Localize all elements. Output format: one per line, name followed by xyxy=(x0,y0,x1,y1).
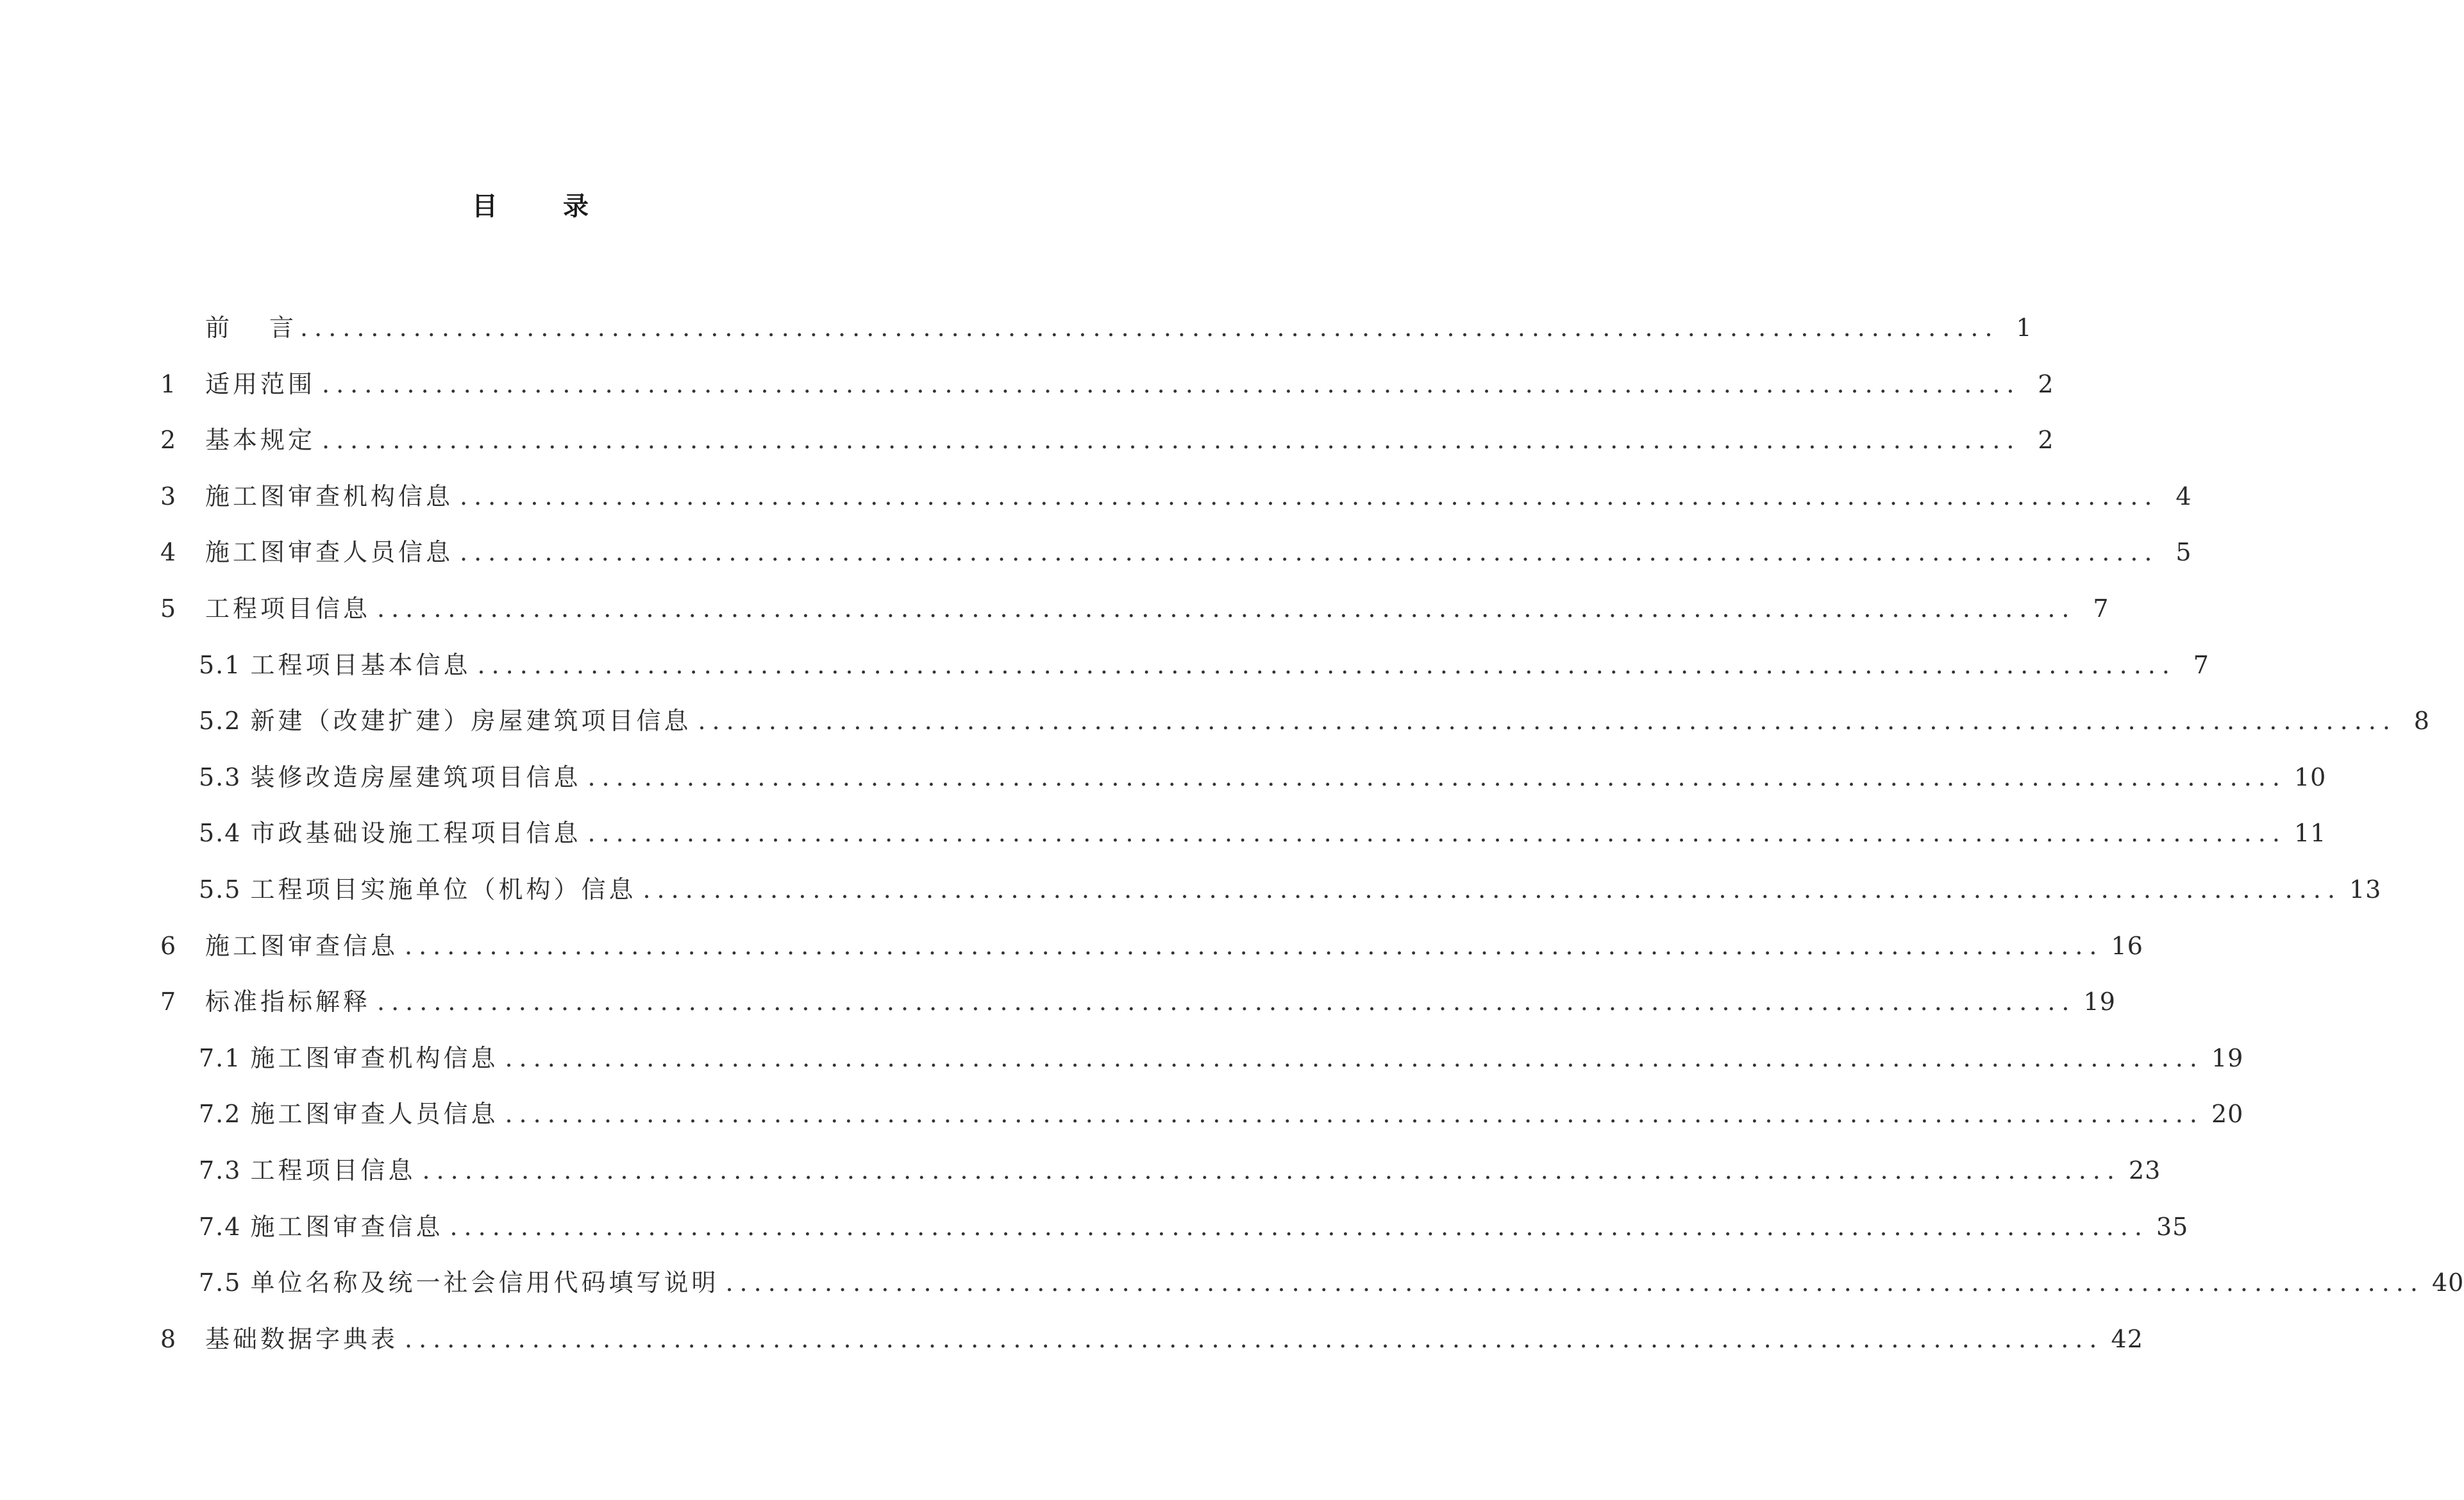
toc-entry-label: 施工图审查机构信息 xyxy=(205,482,454,510)
dot-leader: ........................................................................................................................ xyxy=(449,1212,2149,1241)
toc-entry-number: 3 xyxy=(160,482,178,510)
toc-entry[interactable] xyxy=(160,693,2430,750)
toc-entry[interactable] xyxy=(160,750,2327,806)
toc-entry-label: 施工图审查人员信息 xyxy=(205,538,454,567)
toc-entry[interactable] xyxy=(160,637,2209,694)
toc-entry-page-number: 7 xyxy=(2193,650,2209,679)
toc-entry-page-number: 23 xyxy=(2128,1156,2161,1184)
toc-entry-number: 8 xyxy=(160,1324,178,1353)
toc-entry-number: 5.2 xyxy=(199,707,242,736)
toc-entry-number: 5.3 xyxy=(199,763,242,791)
toc-entry[interactable] xyxy=(160,1199,2189,1256)
toc-entry-page-number: 40 xyxy=(2431,1268,2464,1297)
toc-entry-page-number: 8 xyxy=(2413,707,2430,736)
toc-entry[interactable] xyxy=(160,1311,2143,1368)
toc-entry-number: 1 xyxy=(160,369,178,398)
dot-leader: ........................................................................................................................ xyxy=(587,763,2286,791)
toc-entry-label: 施工图审查机构信息 xyxy=(250,1043,499,1072)
toc-entry[interactable] xyxy=(160,862,2382,918)
dot-leader: ........................................................................................................................ xyxy=(422,1156,2121,1184)
toc-entry-number: 5.5 xyxy=(199,875,242,904)
toc-entry-label: 前 言 xyxy=(205,314,294,342)
toc-entry-page-number: 5 xyxy=(2175,538,2192,567)
toc-entry-label: 工程项目信息 xyxy=(250,1156,416,1184)
toc-entry-page-number: 11 xyxy=(2293,819,2327,848)
page-title: 目 录 xyxy=(472,192,617,221)
dot-leader: ........................................................................................................................ xyxy=(405,931,2104,960)
dot-leader: ........................................................................................................................ xyxy=(377,988,2076,1016)
dot-leader: ........................................................................................................................ xyxy=(377,594,2076,623)
toc-entry-page-number: 19 xyxy=(2083,988,2116,1016)
dot-leader: ........................................................................................................................ xyxy=(322,426,2021,455)
toc-entry[interactable] xyxy=(160,300,2032,357)
dot-leader: ........................................................................................................................ xyxy=(587,819,2286,848)
toc-entry-label: 标准指标解释 xyxy=(205,988,371,1016)
toc-entry-label: 市政基础设施工程项目信息 xyxy=(250,819,582,848)
dot-leader: ........................................................................................................................ xyxy=(300,314,1999,342)
toc-entry[interactable] xyxy=(160,581,2109,637)
table-of-contents xyxy=(160,300,2464,1367)
toc-entry-page-number: 19 xyxy=(2211,1043,2244,1072)
toc-entry[interactable] xyxy=(160,918,2143,975)
toc-entry-label: 施工图审查信息 xyxy=(250,1212,444,1241)
toc-entry-page-number: 35 xyxy=(2156,1212,2189,1241)
dot-leader: ........................................................................................................................ xyxy=(460,538,2159,567)
toc-entry-label: 施工图审查信息 xyxy=(205,931,399,960)
dot-leader: ........................................................................................................................ xyxy=(460,482,2159,510)
toc-entry[interactable] xyxy=(160,974,2116,1031)
dot-leader: ........................................................................................................................ xyxy=(505,1100,2204,1129)
toc-entry-label: 基本规定 xyxy=(205,426,316,455)
toc-entry-page-number: 2 xyxy=(2038,369,2054,398)
toc-entry-page-number: 4 xyxy=(2175,482,2192,510)
toc-entry-number: 5.4 xyxy=(199,819,242,848)
toc-entry-page-number: 2 xyxy=(2038,426,2054,455)
toc-entry[interactable] xyxy=(160,805,2327,862)
toc-entry-number: 6 xyxy=(160,931,178,960)
toc-entry-label: 装修改造房屋建筑项目信息 xyxy=(250,763,582,791)
toc-entry-page-number: 13 xyxy=(2349,875,2382,904)
toc-entry-page-number: 7 xyxy=(2093,594,2109,623)
dot-leader: ........................................................................................................................ xyxy=(477,650,2176,679)
toc-entry-number: 7 xyxy=(160,988,178,1016)
toc-entry-page-number: 42 xyxy=(2111,1324,2143,1353)
toc-entry[interactable] xyxy=(160,412,2054,469)
dot-leader: ........................................................................................................................ xyxy=(405,1324,2104,1353)
toc-entry-number: 7.3 xyxy=(199,1156,242,1184)
toc-entry-page-number: 10 xyxy=(2293,763,2327,791)
toc-entry-label: 新建（改建扩建）房屋建筑项目信息 xyxy=(250,707,692,736)
toc-entry[interactable] xyxy=(160,1086,2244,1143)
toc-entry[interactable] xyxy=(160,1143,2161,1199)
toc-entry-label: 工程项目信息 xyxy=(205,594,371,623)
dot-leader: ........................................................................................................................ xyxy=(322,369,2021,398)
toc-entry-number: 5.1 xyxy=(199,650,242,679)
dot-leader: ........................................................................................................................ xyxy=(725,1268,2424,1297)
toc-entry-number: 7.2 xyxy=(199,1100,242,1129)
toc-entry[interactable] xyxy=(160,357,2054,413)
toc-entry-label: 单位名称及统一社会信用代码填写说明 xyxy=(250,1268,719,1297)
toc-entry-label: 基础数据字典表 xyxy=(205,1324,399,1353)
toc-entry-number: 7.5 xyxy=(199,1268,242,1297)
toc-entry-label: 工程项目实施单位（机构）信息 xyxy=(250,875,637,904)
toc-entry-label: 适用范围 xyxy=(205,369,316,398)
toc-entry-page-number: 1 xyxy=(2016,314,2032,342)
dot-leader: ........................................................................................................................ xyxy=(505,1043,2204,1072)
toc-entry-number: 7.4 xyxy=(199,1212,242,1241)
toc-entry-number: 5 xyxy=(160,594,178,623)
dot-leader: ........................................................................................................................ xyxy=(642,875,2342,904)
dot-leader: ........................................................................................................................ xyxy=(698,707,2397,736)
toc-entry-number: 4 xyxy=(160,538,178,567)
toc-entry[interactable] xyxy=(160,1255,2464,1311)
toc-entry[interactable] xyxy=(160,525,2192,581)
toc-entry-number: 7.1 xyxy=(199,1043,242,1072)
toc-entry-label: 工程项目基本信息 xyxy=(250,650,471,679)
toc-entry-page-number: 16 xyxy=(2111,931,2143,960)
toc-entry-number: 2 xyxy=(160,426,178,455)
toc-entry[interactable] xyxy=(160,469,2192,525)
toc-entry-label: 施工图审查人员信息 xyxy=(250,1100,499,1129)
toc-entry-page-number: 20 xyxy=(2211,1100,2244,1129)
toc-entry[interactable] xyxy=(160,1031,2244,1087)
